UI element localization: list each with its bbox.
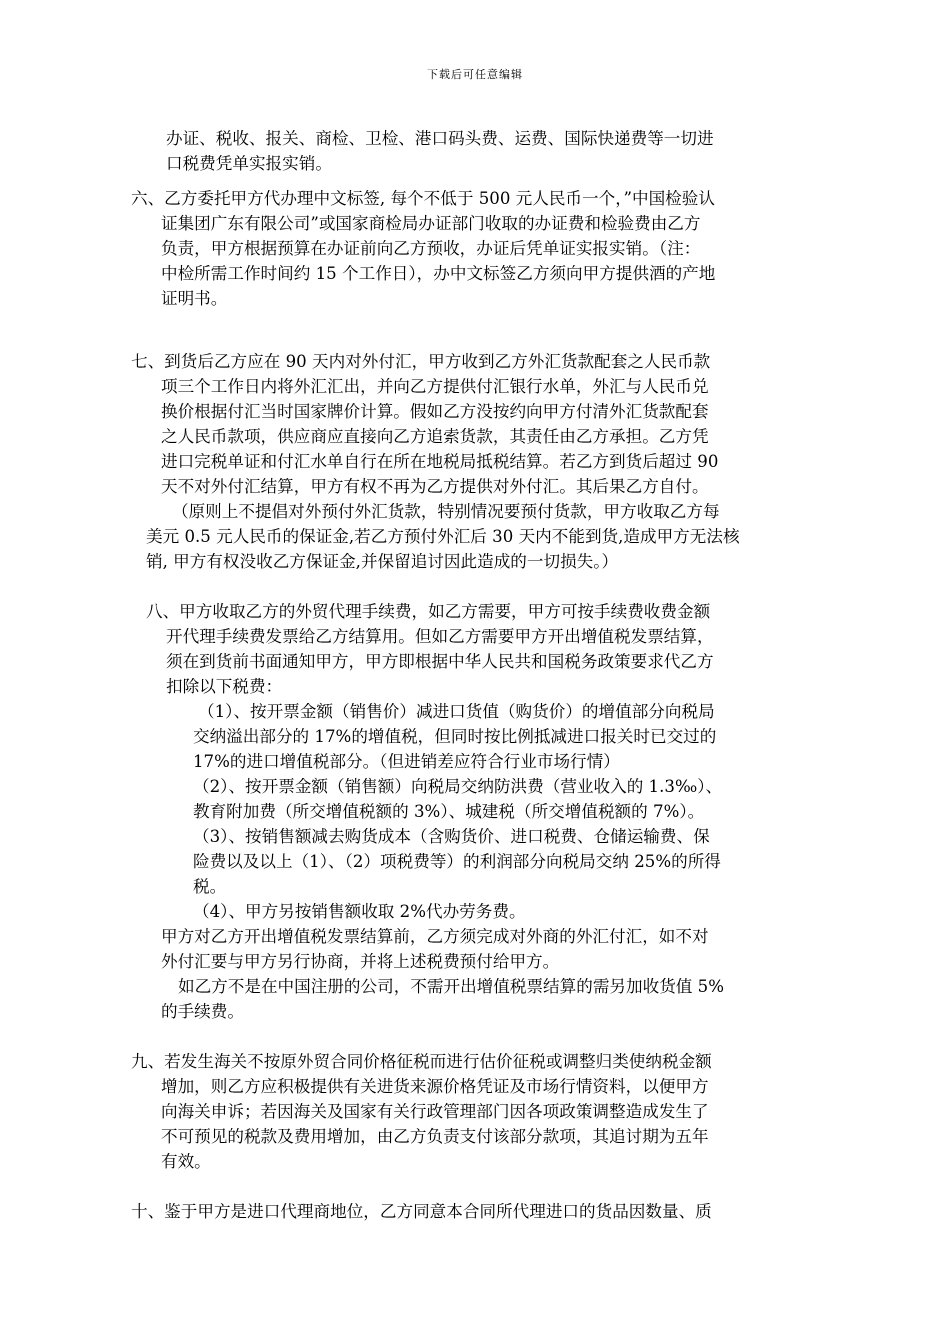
text-line: 开代理手续费发票给乙方结算用。但如乙方需要甲方开出增值税发票结算， (166, 627, 714, 646)
text-block (193, 724, 722, 924)
text-line: 向海关申诉；若因海关及国家有关行政管理部门因各项政策调整造成发生了 (161, 1102, 709, 1121)
text-block (161, 999, 244, 1024)
text-block (146, 524, 740, 574)
text-block (131, 186, 715, 211)
text-line: 口税费凭单实报实销。 (166, 154, 332, 173)
text-line: 的手续费。 (161, 1002, 244, 1021)
text-line: 九、若发生海关不按原外贸合同价格征税而进行估价征税或调整归类使纳税金额 (131, 1052, 712, 1071)
page-header: 下载后可任意编辑 (427, 68, 523, 81)
text-block (161, 374, 718, 499)
text-line: 中检所需工作时间约 15 个工作日），办中文标签乙方须向甲方提供酒的产地 (161, 264, 716, 283)
text-block (166, 624, 714, 699)
text-line: 险费以及以上（1）、（2）项税费等）的利润部分向税局交纳 25%的所得 (193, 852, 721, 871)
text-line: 之人民币款项，供应商应直接向乙方追索货款，其责任由乙方承担。乙方凭 (161, 427, 709, 446)
text-line: 项三个工作日内将外汇汇出，并向乙方提供付汇银行水单，外汇与人民币兑 (161, 377, 709, 396)
text-line: 有效。 (161, 1152, 211, 1171)
text-block (161, 924, 709, 974)
text-block (172, 499, 720, 524)
text-line: 美元 0.5 元人民币的保证金,若乙方预付外汇后 30 天内不能到货,造成甲方无法核 (146, 527, 740, 546)
text-block (131, 1049, 712, 1074)
text-line: 销, 甲方有权没收乙方保证金,并保留追讨因此造成的一切损失。） (146, 552, 619, 571)
text-line: （3）、按销售额减去购货成本（含购货价、进口税费、仓储运输费、保 (193, 827, 710, 846)
text-line: 证集团广东有限公司”或国家商检局办证部门收取的办证费和检验费由乙方 (161, 214, 701, 233)
text-block (178, 974, 724, 999)
text-block (161, 1074, 709, 1174)
text-block (131, 349, 710, 374)
text-line: 税。 (193, 877, 227, 896)
text-line: 十、鉴于甲方是进口代理商地位，乙方同意本合同所代理进口的货品因数量、质 (131, 1202, 712, 1221)
text-line: 教育附加费（所交增值税额的 3%）、城建税（所交增值税额的 7%）。 (193, 802, 705, 821)
text-block (198, 699, 715, 724)
text-line: （原则上不提倡对外预付外汇货款，特别情况要预付货款，甲方收取乙方每 (172, 502, 720, 521)
text-block (146, 599, 710, 624)
text-line: 外付汇要与甲方另行协商，并将上述税费预付给甲方。 (161, 952, 560, 971)
text-line: 甲方对乙方开出增值税发票结算前，乙方须完成对外商的外汇付汇，如不对 (161, 927, 709, 946)
text-block (131, 1199, 712, 1224)
text-line: 天不对外付汇结算，甲方有权不再为乙方提供对外付汇。其后果乙方自付。 (161, 477, 709, 496)
text-block (166, 126, 714, 176)
text-line: 增加，则乙方应积极提供有关进货来源价格凭证及市场行情资料，以便甲方 (161, 1077, 709, 1096)
text-line: （2）、按开票金额（销售额）向税局交纳防洪费（营业收入的 1.3‰）、 (193, 777, 723, 796)
text-block (161, 211, 715, 311)
text-line: 办证、税收、报关、商检、卫检、港口码头费、运费、国际快递费等一切进 (166, 129, 714, 148)
text-line: 交纳溢出部分的 17%的增值税，但同时按比例抵减进口报关时已交过的 (193, 727, 717, 746)
text-line: （1）、按开票金额（销售价）减进口货值（购货价）的增值部分向税局 (198, 702, 715, 721)
text-line: 进口完税单证和付汇水单自行在所在地税局抵税结算。若乙方到货后超过 90 (161, 452, 719, 471)
text-line: 六、乙方委托甲方代办理中文标签, 每个不低于 500 元人民币一个，”中国检验认 (131, 189, 715, 208)
text-line: （4）、甲方另按销售额收取 2%代办劳务费。 (193, 902, 526, 921)
text-line: 如乙方不是在中国注册的公司，不需开出增值税票结算的需另加收货值 5% (178, 977, 725, 996)
text-line: 证明书。 (161, 289, 228, 308)
text-line: 不可预见的税款及费用增加，由乙方负责支付该部分款项，其追讨期为五年 (161, 1127, 709, 1146)
text-line: 须在到货前书面通知甲方，甲方即根据中华人民共和国税务政策要求代乙方 (166, 652, 714, 671)
text-line: 换价根据付汇当时国家牌价计算。假如乙方没按约向甲方付清外汇货款配套 (161, 402, 709, 421)
text-line: 七、到货后乙方应在 90 天内对外付汇，甲方收到乙方外汇货款配套之人民币款 (131, 352, 711, 371)
text-line: 八、甲方收取乙方的外贸代理手续费，如乙方需要，甲方可按手续费收费金额 (146, 602, 711, 621)
text-line: 17%的进口增值税部分。（但进销差应符合行业市场行情） (193, 752, 620, 771)
text-line: 扣除以下税费： (166, 677, 283, 696)
text-line: 负责，甲方根据预算在办证前向乙方预收，办证后凭单证实报实销。（注： (161, 239, 701, 258)
